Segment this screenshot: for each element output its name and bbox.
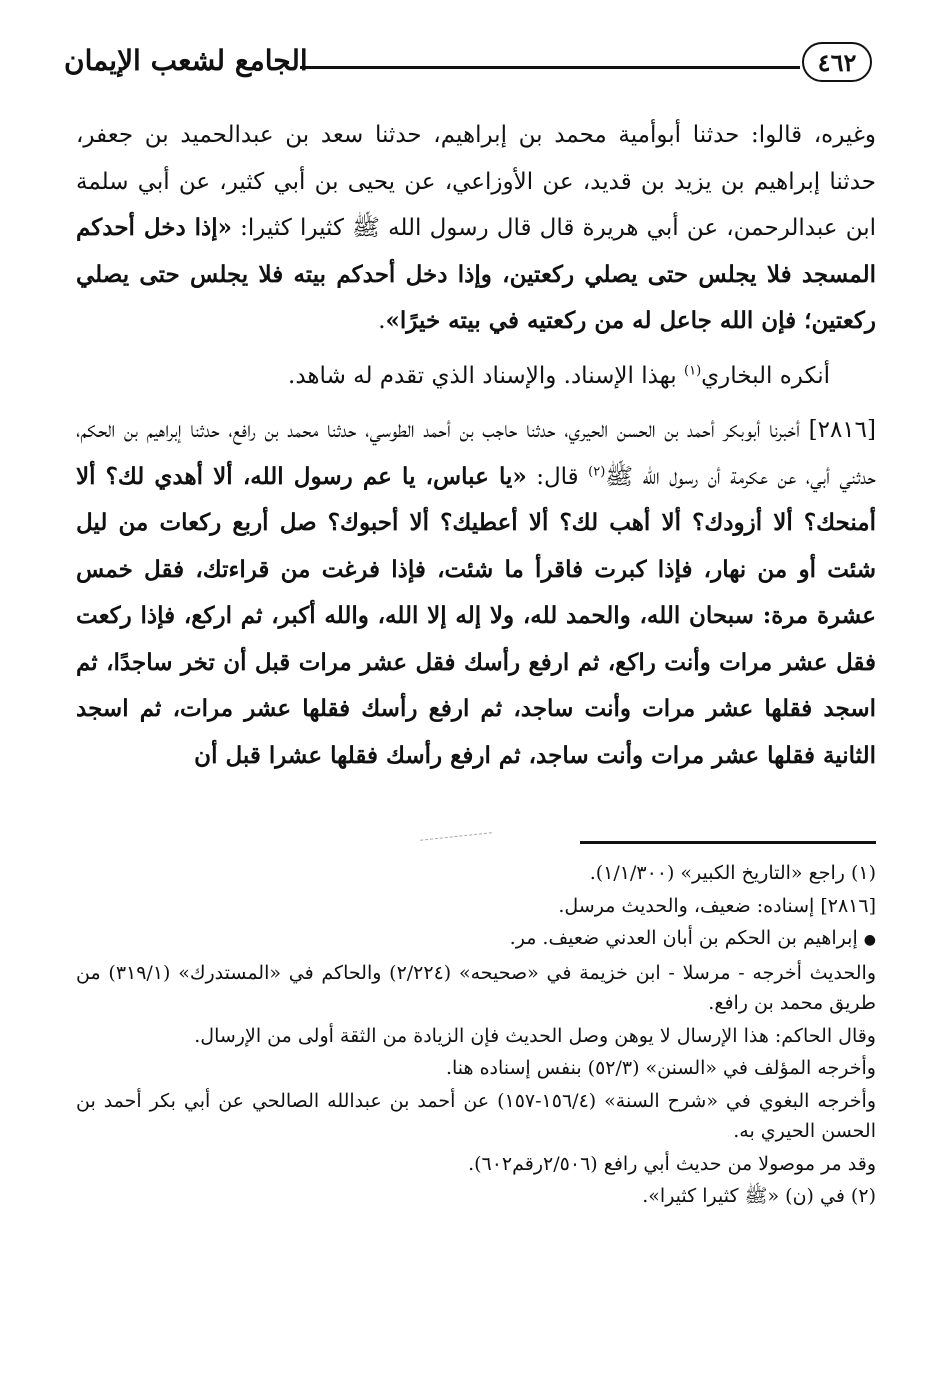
footnote-takhrij-2: وأخرجه المؤلف في «السنن» (٥٢/٣) بنفس إسناده هنا.: [445, 1057, 876, 1079]
footnote-takhrij-1: والحديث أخرجه - مرسلا - ابن خزيمة في «صحيحه» (٢/٢٢٤) والحاكم في «المستدرك» (٣١٩/١) من طريق محمد بن رافع.: [76, 961, 877, 1014]
paragraph-text: أنكره البخاري: [701, 362, 830, 389]
footnote-hakim-quote: وقال الحاكم: هذا الإرسال لا يوهن وصل الحديث فإن الزيادة من الثقة أولى من الإرسال.: [194, 1024, 876, 1047]
isnad-text: وغيره، قالوا: حدثنا أبوأمية محمد بن إبراهيم، حدثنا سعد بن عبدالحميد بن جعفر، حدثنا إبراهيم بن يزيد بن قديد، عن الأوزاعي، عن يحيى بن أبي كثير، عن أبي سلمة ابن عبدالرحمن، عن أبي هريرة قال قال رسول الله ﷺ كثيرا كثيرا:: [76, 122, 876, 241]
footnote-ref-1[interactable]: (١): [684, 362, 702, 378]
footnote-2816-grade: [٢٨١٦] إسناده: ضعيف، والحديث مرسل.: [558, 894, 876, 917]
isnad-text: [٢٨١٦] أخبرنا أبوبكر أحمد بن الحسن الحيري، حدثنا حاجب بن أحمد الطوسي، حدثنا محمد بن رافع، حدثنا إبراهيم بن الحكم، حدثني أبي، عن عكرمة أن رسول الله ﷺ: [76, 417, 876, 490]
footnote-narrator-note: [76, 923, 876, 956]
running-title: الجامع لشعب الإيمان: [64, 44, 308, 77]
page-header: [64, 38, 872, 98]
hadith-text: «إذا دخل أحدكم المسجد فلا يجلس حتى يصلي ركعتين، وإذا دخل أحدكم بيته فلا يجلس حتى يصلي ركعتين؛ فإن الله جاعل له من ركعتيه في بيته خيرًا»: [76, 214, 876, 334]
paragraph-text: بهذا الإسناد. والإسناد الذي تقدم له شاهد.: [288, 362, 684, 389]
header-rule: [300, 66, 800, 69]
footnote-takhrij-3: وأخرجه البغوي في «شرح السنة» (١٥٦/٤-١٥٧) عن أحمد بن عبدالله الصالحي عن أبي بكر أحمد بن الحسن الحيري به.: [76, 1089, 877, 1142]
scan-artifact: [420, 832, 492, 841]
bullet-icon: ●: [863, 932, 876, 948]
page-number: ٤٦٢: [802, 42, 872, 82]
footnotes: [76, 858, 876, 1212]
paragraph-2: [76, 353, 876, 400]
hadith-text: «يا عباس، يا عم رسول الله، ألا أهدي لك؟ ألا أمنحك؟ ألا أزودك؟ ألا أهب لك؟ ألا أعطيك؟ ألا أحبوك؟ صل أربع ركعات من ليل شئت أو من نهار، فإذا كبرت فاقرأ ما شئت، فإذا فرغت من قراءتك، فقل خمس عشرة مرة: سبحان الله، والحمد لله، ولا إله إلا الله، والله أكبر، ثم اركع، فإذا ركعت فقل عشر مرات وأنت راكع، ثم ارفع رأسك فقل عشر مرات قبل أن تخر ساجدًا، ثم اسجد فقلها عشر مرات وأنت ساجد، ثم ارفع رأسك فقلها عشر مرات، ثم اسجد الثانية فقلها عشر مرات وأنت ساجد، ثم ارفع رأسك فقلها عشرا قبل أن: [76, 462, 876, 769]
footnote-1: (١) راجع «التاريخ الكبير» (١/١/٣٠٠).: [589, 862, 876, 884]
main-text: [76, 112, 876, 779]
footnote-text: إبراهيم بن الحكم بن أبان العدني ضعيف. مر.: [509, 927, 864, 949]
footnote-cross-ref: وقد مر موصولا من حديث أبي رافع (٢/٥٠٦رقم٦٠٢).: [468, 1152, 876, 1175]
paragraph-3: [76, 407, 876, 779]
footnote-separator: [580, 841, 876, 844]
paragraph-1: [76, 112, 876, 345]
period: .: [378, 308, 386, 334]
said-text: قال:: [526, 463, 589, 490]
footnote-ref-2[interactable]: (٢): [588, 463, 606, 479]
footnote-2: (٢) في (ن) «ﷺ كثيرا كثيرا».: [642, 1185, 876, 1207]
